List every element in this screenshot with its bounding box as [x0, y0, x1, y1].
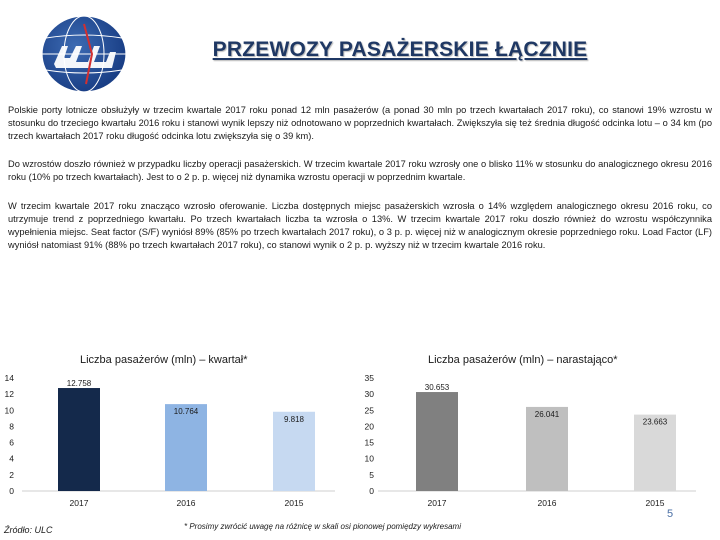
cumulative-ytick-label: 35: [364, 373, 374, 383]
cumulative-bar: [416, 392, 458, 491]
paragraph-capacity: W trzecim kwartale 2017 roku znacząco wzrosło oferowanie. Liczba dostępnych miejsc pasażerskich wzrosła o 14% względem analogicznego okresu 2016 roku, co utrzymuje trend z poprzedniego kwartału. Po trzech kwartałach liczba ta wzrosła o 13%. W trzecim kwartale 2017 roku doszło również do wzrostu współczynnika wypełnienia miejsc. Seat factor (S/F) wyniósł 89% (85% po trzech kwartałach 2017 roku), o 3 p. p. więcej niż w analogicznym okresie poprzedniego roku. Load Factor (LF) wyniósł natomiast 91% (88% po trzech kwartałach 2017 roku), co stanowi wynik o 2 p. p. wyższy niż w trzecim kwartale 2016 roku.: [8, 201, 712, 250]
page-title: PRZEWOZY PASAŻERSKIE ŁĄCZNIE: [212, 38, 588, 61]
quarter-ytick-label: 8: [9, 421, 14, 432]
cumulative-category-label: 2015: [645, 498, 665, 508]
cumulative-value-label: 26.041: [534, 409, 560, 419]
quarter-value-label: 9.818: [283, 414, 305, 424]
cumulative-ytick-label: 20: [364, 421, 374, 432]
quarter-ytick-label: 10: [4, 405, 14, 416]
quarter-value-label: 12.758: [66, 379, 92, 389]
cumulative-value-label: 30.653: [424, 383, 450, 393]
cumulative-ytick-label: 10: [364, 453, 374, 464]
paragraph-operations: Do wzrostów doszło również w przypadku liczby operacji pasażerskich. W trzecim kwartale 2017 roku wzrosły one o blisko 11% w stosunku do analogicznego okresu 2016 roku (10% po trzech kwartałach). Jest to o 2 p. p. więcej niż dynamika wzrostu operacji w poprzednim kwartale.: [8, 159, 712, 182]
quarter-ytick-label: 14: [4, 373, 14, 383]
cumulative-category-label: 2017: [427, 498, 447, 508]
cumulative-category-label: 2016: [537, 498, 557, 508]
source-note: Źródło: ULC: [4, 525, 53, 535]
page-number: 5: [667, 508, 674, 520]
quarter-ytick-label: 6: [9, 437, 14, 448]
quarter-ytick-label: 0: [9, 486, 14, 496]
cumulative-ytick-label: 5: [369, 469, 374, 480]
quarter-category-label: 2016: [176, 498, 196, 508]
chart-cumulative-title: Liczba pasażerów (mln) – narastająco*: [428, 354, 618, 366]
quarter-bar: [58, 388, 100, 491]
quarter-bar: [165, 404, 207, 491]
quarter-ytick-label: 4: [9, 453, 14, 464]
chart-quarter-title: Liczba pasażerów (mln) – kwartał*: [80, 354, 248, 366]
cumulative-ytick-label: 0: [369, 486, 374, 496]
cumulative-ytick-label: 25: [364, 405, 374, 416]
quarter-category-label: 2017: [69, 498, 89, 508]
scale-footnote: * Prosimy zwrócić uwagę na różnicę w skali osi pionowej pomiędzy wykresami: [184, 522, 461, 531]
quarter-ytick-label: 12: [4, 389, 14, 400]
quarter-ytick-label: 2: [9, 469, 14, 480]
cumulative-ytick-label: 30: [364, 389, 374, 400]
quarter-category-label: 2015: [284, 498, 304, 508]
paragraph-passengers: Polskie porty lotnicze obsłużyły w trzecim kwartale 2017 roku ponad 12 mln pasażerów (a ponad 30 mln po trzech kwartałach 2017 roku), co stanowi 19% wzrostu w stosunku do trzeciego kwartału 2016 roku i stanowi wynik lepszy niż odnotowano w poprzednich kwartałach. Zwiększyła się też średnia długość odcinka lotu – o 34 km (po trzech kwartałach 2017 roku długość odcinka lotu zwiększyła się o 39 km).: [8, 105, 712, 141]
quarter-value-label: 10.764: [173, 407, 199, 417]
cumulative-bar: [526, 407, 568, 491]
cumulative-value-label: 23.663: [642, 417, 668, 427]
cumulative-ytick-label: 15: [364, 437, 374, 448]
